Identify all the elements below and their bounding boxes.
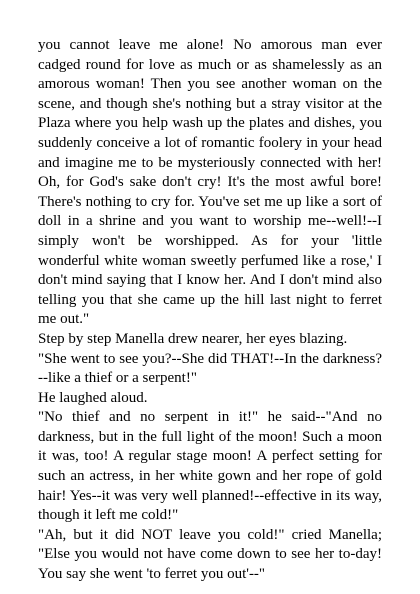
paragraph-speech-continuation: you cannot leave me alone! No amorous man ever cadged round for love as much or as shamelessly as an amorous woman! Then you see another woman on the scene, and though she's nothing but a stray visitor at the Plaza where you help wash up the plates and dishes, you suddenly conceive a lot of romantic foolery in your head and imagine me to be mysteriously connected with her! Oh, for God's sake don't cry! It's the most awful bore! There's nothing to cry for. You've set me up like a sort of doll in a shrine and you want to worship me--well!--I simply won't be worshipped. As for your 'little wonderful white woman sweetly perfumed like a rose,' I don't mind saying that I know her. And I don't mind also telling you that she came up the hill last night to ferret me out." (38, 37, 382, 328)
paragraph-manella-reply: "Ah, but it did NOT leave you cold!" cried Manella; "Else you would not have come down to see her to-day! You say she went 'to ferret you out'--" (38, 526, 382, 583)
paragraph-narration: Step by step Manella drew nearer, her eyes blazing. (38, 330, 348, 347)
paragraph-laughed: He laughed aloud. (38, 389, 148, 406)
page-text (38, 36, 382, 585)
paragraph-moon-speech: "No thief and no serpent in it!" he said--"And no darkness, but in the full light of the moon! Such a moon it was, too! A regular stage moon! A perfect setting for such an actress, in her white gown and her rope of gold hair! Yes--it was very well planned!--effective in its way, though it left me cold!" (38, 409, 382, 524)
paragraph-manella-question: "She went to see you?--She did THAT!--In the darkness?--like a thief or a serpent!" (38, 350, 382, 387)
